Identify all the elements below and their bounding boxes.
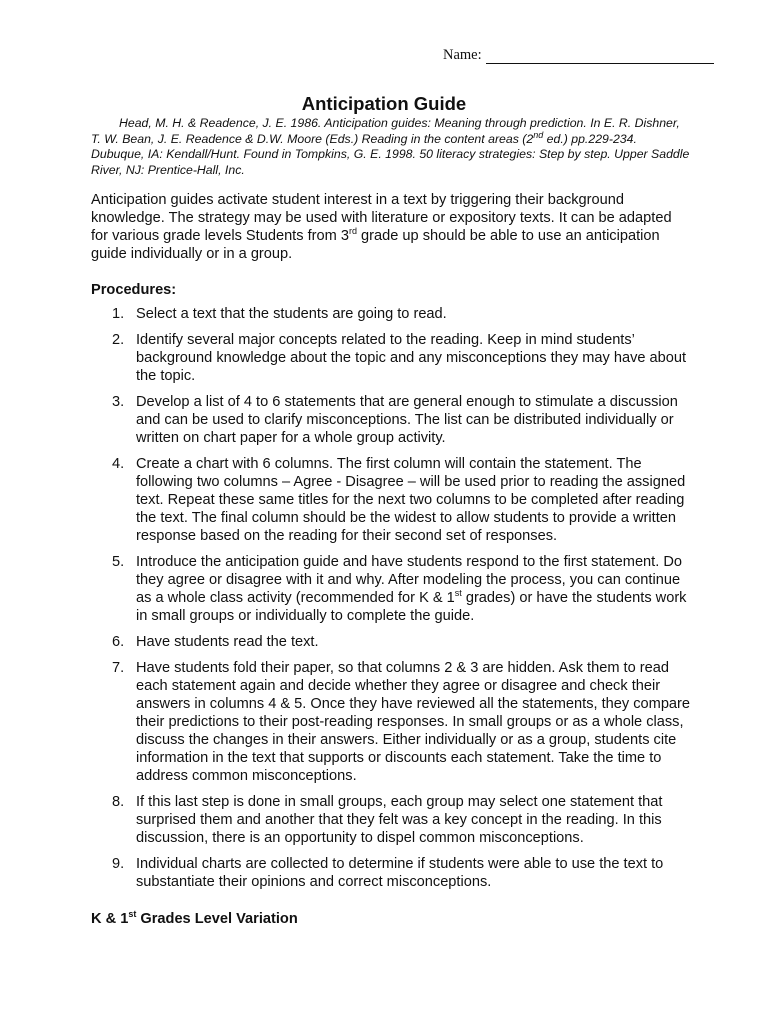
step-text: Create a chart with 6 columns. The first column will contain the statement. The following two columns – Agree - Disagree – will be used prior to reading the assigned text. Repeat these same titles for the next two columns to be completed after reading the text. The final column should be the widest to allow students to provide a written response based on the reading for their second set of responses. — [136, 456, 686, 544]
page-title: Anticipation Guide — [301, 93, 467, 114]
step-text: Have students fold their paper, so that columns 2 & 3 are hidden. Ask them to read each statement again and decide whether they agree or disagree and check their answers in columns 4 & 5. Once they have reviewed all the statements, they compare their predictions to their post-reading responses. In small groups or as a whole class, discuss the changes in their answers. Either individually or as a group, students cite information in the text that supports or discounts each statement. Take the time to address common misconceptions. — [136, 660, 691, 784]
variation-heading — [91, 911, 298, 927]
step-item-5 — [91, 553, 691, 625]
intro-text-part1: Anticipation guides activate student interest in a text by triggering their background knowledge. The strategy may be used with literature or expository texts. It can be adapted for various grade levels Students from 3 — [91, 192, 672, 244]
step-item-7 — [91, 659, 691, 785]
citation-text-part2: ed.) pp.229-234. Dubuque, IA: Kendall/Hunt. Found in Tompkins, G. E. 1998. 50 literacy strategies: Step by step. Upper Saddle River, NJ: Prentice-Hall, Inc. — [91, 131, 690, 178]
step-number: 2. — [112, 332, 125, 348]
step-number: 3. — [112, 394, 125, 410]
variation-superscript: st — [128, 909, 137, 920]
step-item-8 — [91, 793, 691, 847]
intro-superscript: rd — [348, 226, 357, 237]
step-text: Individual charts are collected to determine if students were able to use the text to substantiate their opinions and correct misconceptions. — [136, 856, 664, 890]
citation-paragraph — [91, 116, 691, 179]
step-text-part1: Introduce the anticipation guide and have students respond to the first statement. Do they agree or disagree with it and why. After modeling the process, you can continue as a whole class activity (recommended for K & 1 — [136, 554, 682, 606]
variation-text-part1: K & 1 — [91, 911, 129, 927]
step-text: If this last step is done in small groups, each group may select one statement that surprised them and another that they felt was a key concept in the reading. In this discussion, there is an opportunity to dispel common misconceptions. — [136, 794, 663, 846]
citation-superscript: nd — [533, 129, 544, 140]
citation-text-part1: Head, M. H. & Readence, J. E. 1986. Anticipation guides: Meaning through prediction. In E. R. Dishner, T. W. Bean, J. E. Readence & D.W. Moore (Eds.) Reading in the content areas (2 — [91, 116, 680, 146]
name-blank-line — [486, 49, 714, 64]
intro-paragraph — [91, 191, 691, 263]
step-number: 7. — [112, 660, 125, 676]
step-text — [136, 553, 691, 625]
step-superscript: st — [454, 588, 462, 599]
step-number: 8. — [112, 794, 125, 810]
step-item-1 — [91, 305, 691, 323]
variation-text-part2: Grades Level Variation — [136, 911, 298, 927]
procedures-heading: Procedures: — [91, 282, 177, 298]
name-field-row — [443, 47, 714, 64]
intro-text-part2: grade up should be able to use an anticipation guide individually or in a group. — [91, 228, 660, 262]
step-number: 1. — [112, 306, 125, 322]
step-item-2 — [91, 331, 691, 385]
step-text: Select a text that the students are going to read. — [136, 306, 447, 322]
name-label: Name: — [443, 47, 482, 63]
step-item-4 — [91, 455, 691, 545]
step-text: Identify several major concepts related to the reading. Keep in mind students’ background knowledge about the topic and any misconceptions they may have about the topic. — [136, 332, 687, 384]
step-number: 4. — [112, 456, 125, 472]
step-text-part2: grades) or have the students work in small groups or individually to complete the guide. — [136, 590, 687, 624]
step-number: 6. — [112, 634, 125, 650]
step-item-9 — [91, 855, 691, 891]
step-number: 5. — [112, 554, 125, 570]
step-text: Develop a list of 4 to 6 statements that are general enough to stimulate a discussion and can be used to clarify misconceptions. The list can be distributed individually or written on chart paper for a whole group activity. — [136, 394, 678, 446]
step-item-3 — [91, 393, 691, 447]
procedure-steps-list — [91, 305, 691, 899]
step-number: 9. — [112, 856, 125, 872]
step-text: Have students read the text. — [136, 634, 319, 650]
step-item-6 — [91, 633, 691, 651]
